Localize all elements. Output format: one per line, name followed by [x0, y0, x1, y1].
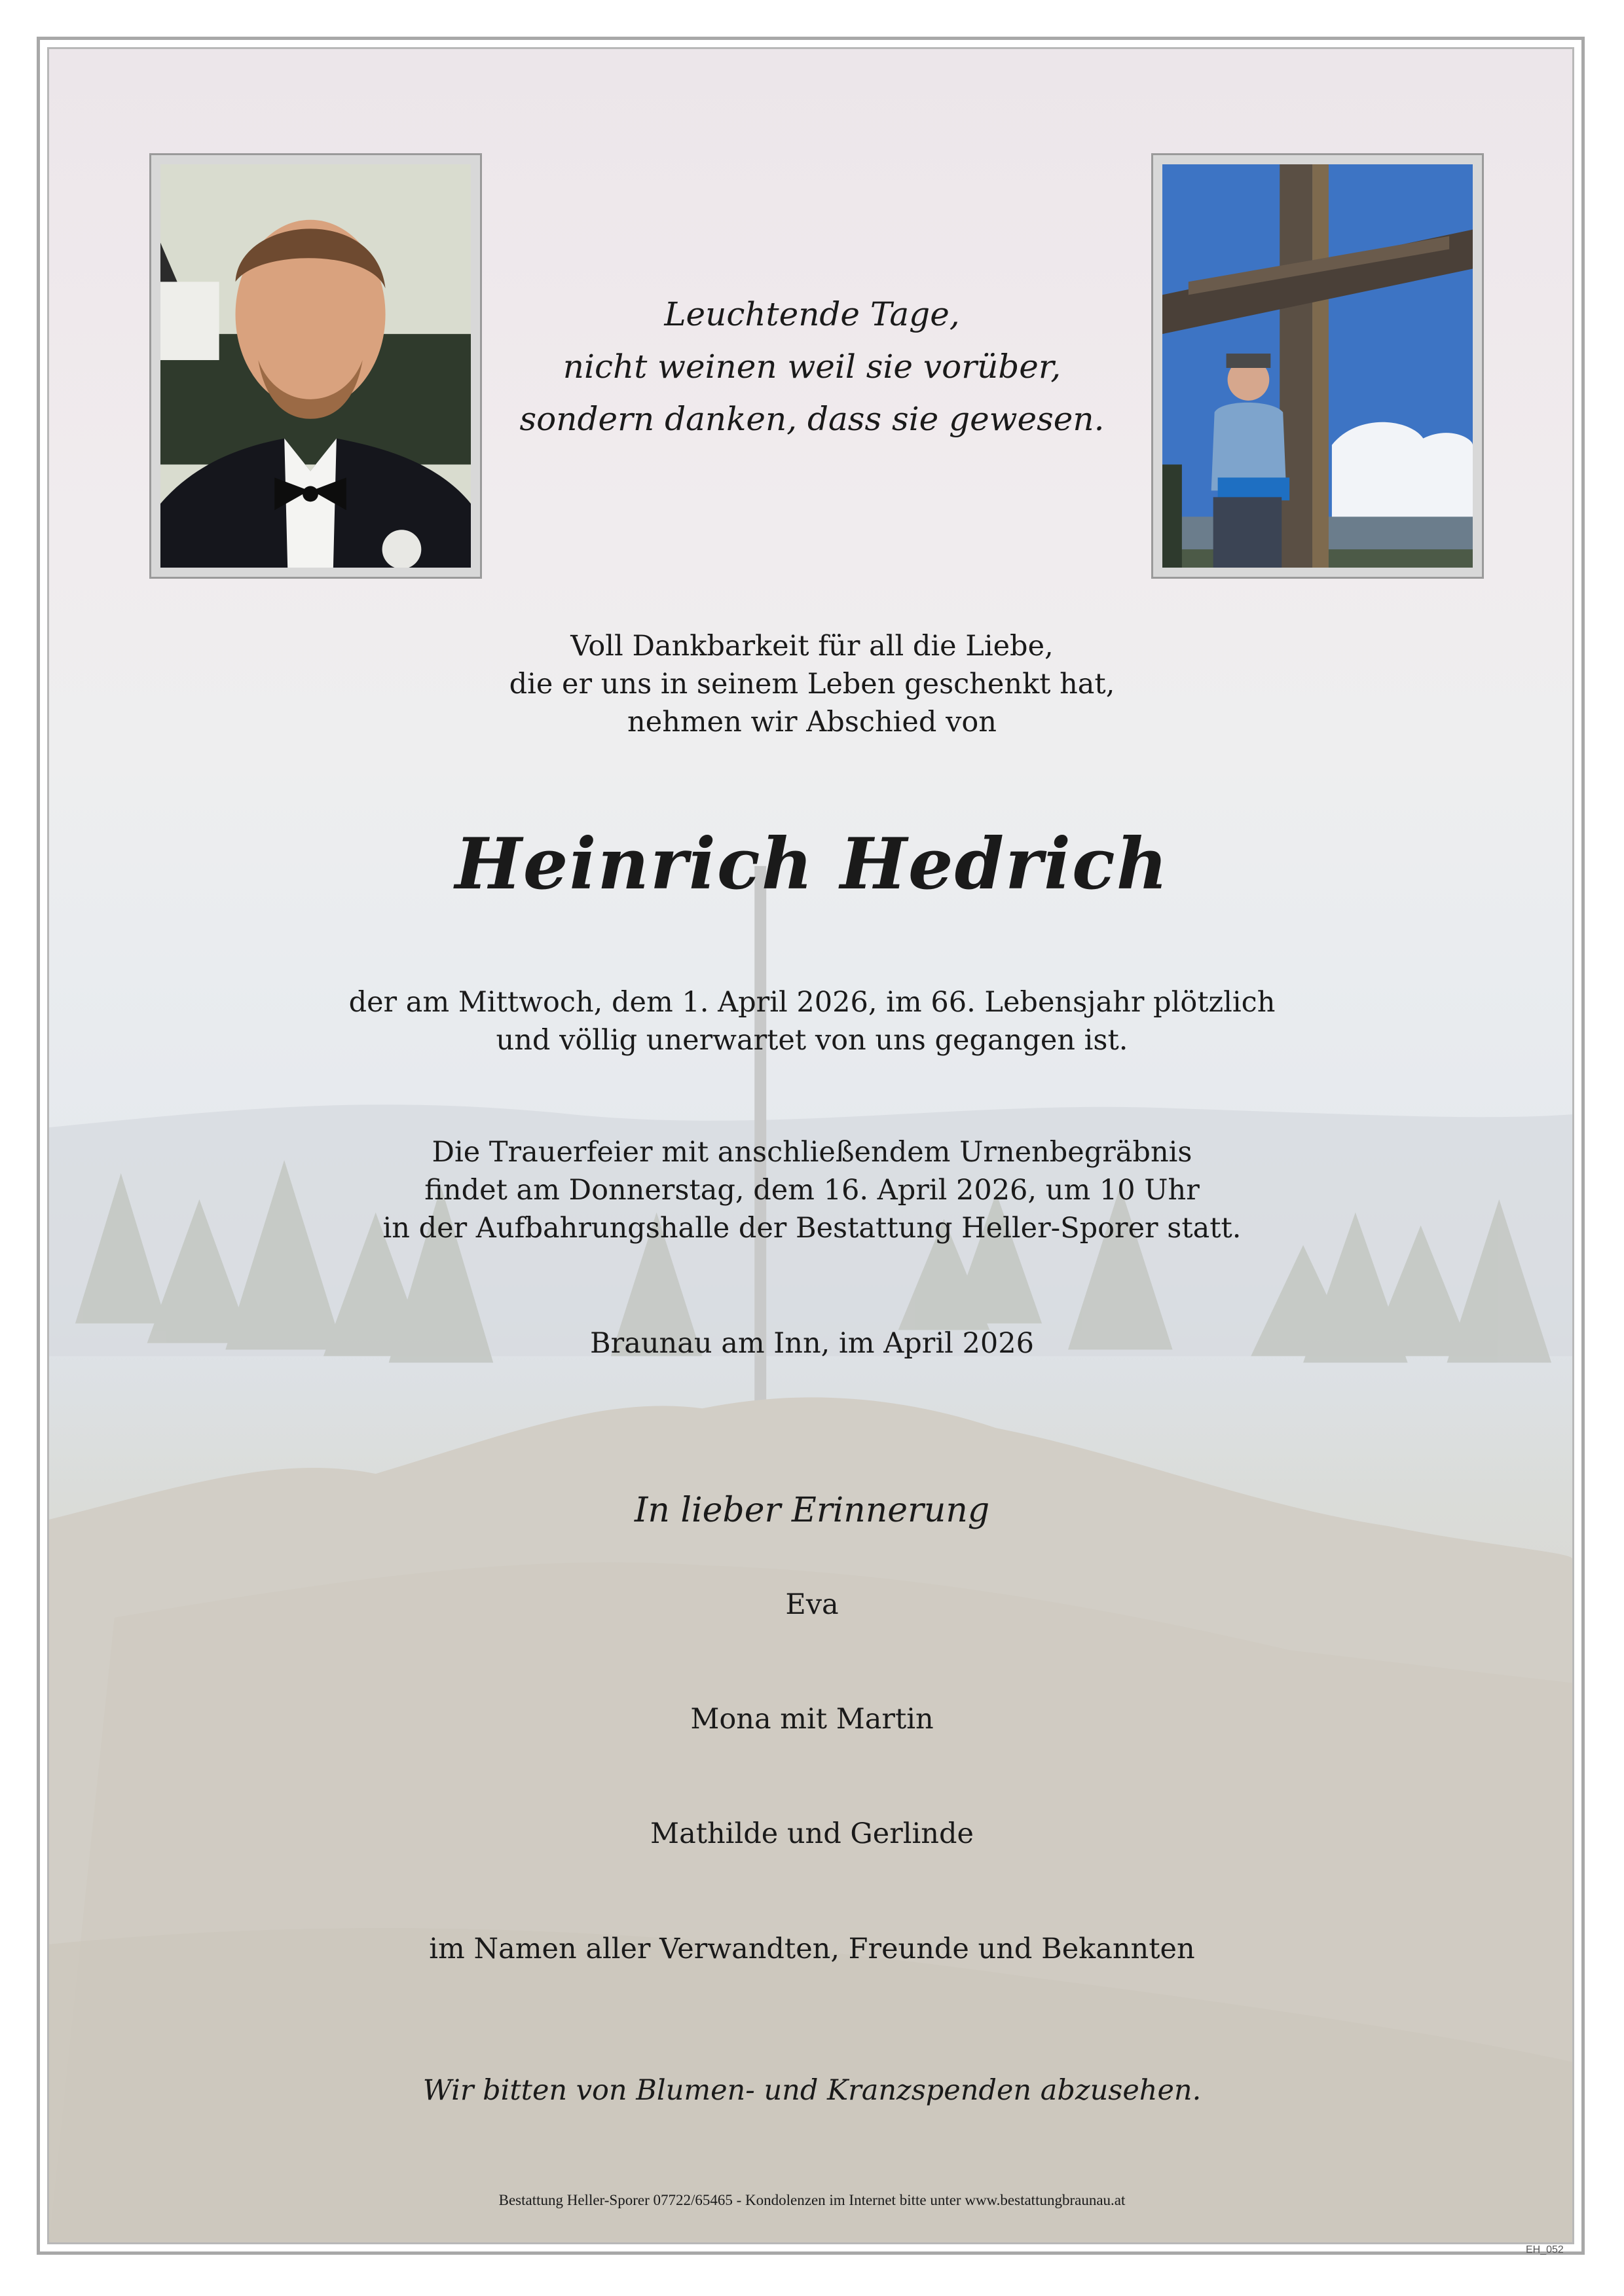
funeral-line: Die Trauerfeier mit anschließendem Urnenbegräbnis: [432, 1136, 1192, 1169]
flowers-note: Wir bitten von Blumen- und Kranzspenden abzusehen.: [422, 2074, 1202, 2107]
death-notice: [0, 983, 1624, 1059]
funeral-details: [0, 1133, 1624, 1247]
motto-line: nicht weinen weil sie vorüber,: [563, 348, 1061, 386]
funeral-line: in der Aufbahrungshalle der Bestattung Heller-Sporer statt.: [382, 1212, 1242, 1245]
mourner-entry: im Namen aller Verwandten, Freunde und Bekannten: [429, 1933, 1195, 1965]
intro-text: [0, 627, 1624, 741]
template-code: EH_052: [1526, 2244, 1564, 2255]
place-date: Braunau am Inn, im April 2026: [590, 1327, 1034, 1360]
mourner-entry: Mathilde und Gerlinde: [650, 1817, 974, 1850]
death-notice-line: der am Mittwoch, dem 1. April 2026, im 66. Lebensjahr plötzlich: [348, 986, 1276, 1019]
footer-funeral-home: Bestattung Heller-Sporer 07722/65465 - Kondolenzen im Internet bitte unter www.bestattungbraunau.at: [498, 2192, 1126, 2208]
motto-quote: [0, 288, 1624, 445]
mourner-entry: Eva: [785, 1588, 839, 1621]
memory-heading: In lieber Erinnerung: [634, 1491, 990, 1530]
deceased-name: Heinrich Hedrich: [454, 823, 1170, 905]
intro-line: die er uns in seinem Leben geschenkt hat,: [509, 668, 1115, 701]
motto-line: Leuchtende Tage,: [664, 295, 960, 333]
intro-line: nehmen wir Abschied von: [627, 706, 997, 738]
mourner-entry: Mona mit Martin: [690, 1703, 934, 1736]
motto-line: sondern danken, dass sie gewesen.: [519, 400, 1105, 438]
funeral-line: findet am Donnerstag, dem 16. April 2026, um 10 Uhr: [424, 1174, 1200, 1207]
intro-line: Voll Dankbarkeit für all die Liebe,: [570, 630, 1054, 663]
death-notice-line: und völlig unerwartet von uns gegangen ist.: [496, 1024, 1128, 1057]
